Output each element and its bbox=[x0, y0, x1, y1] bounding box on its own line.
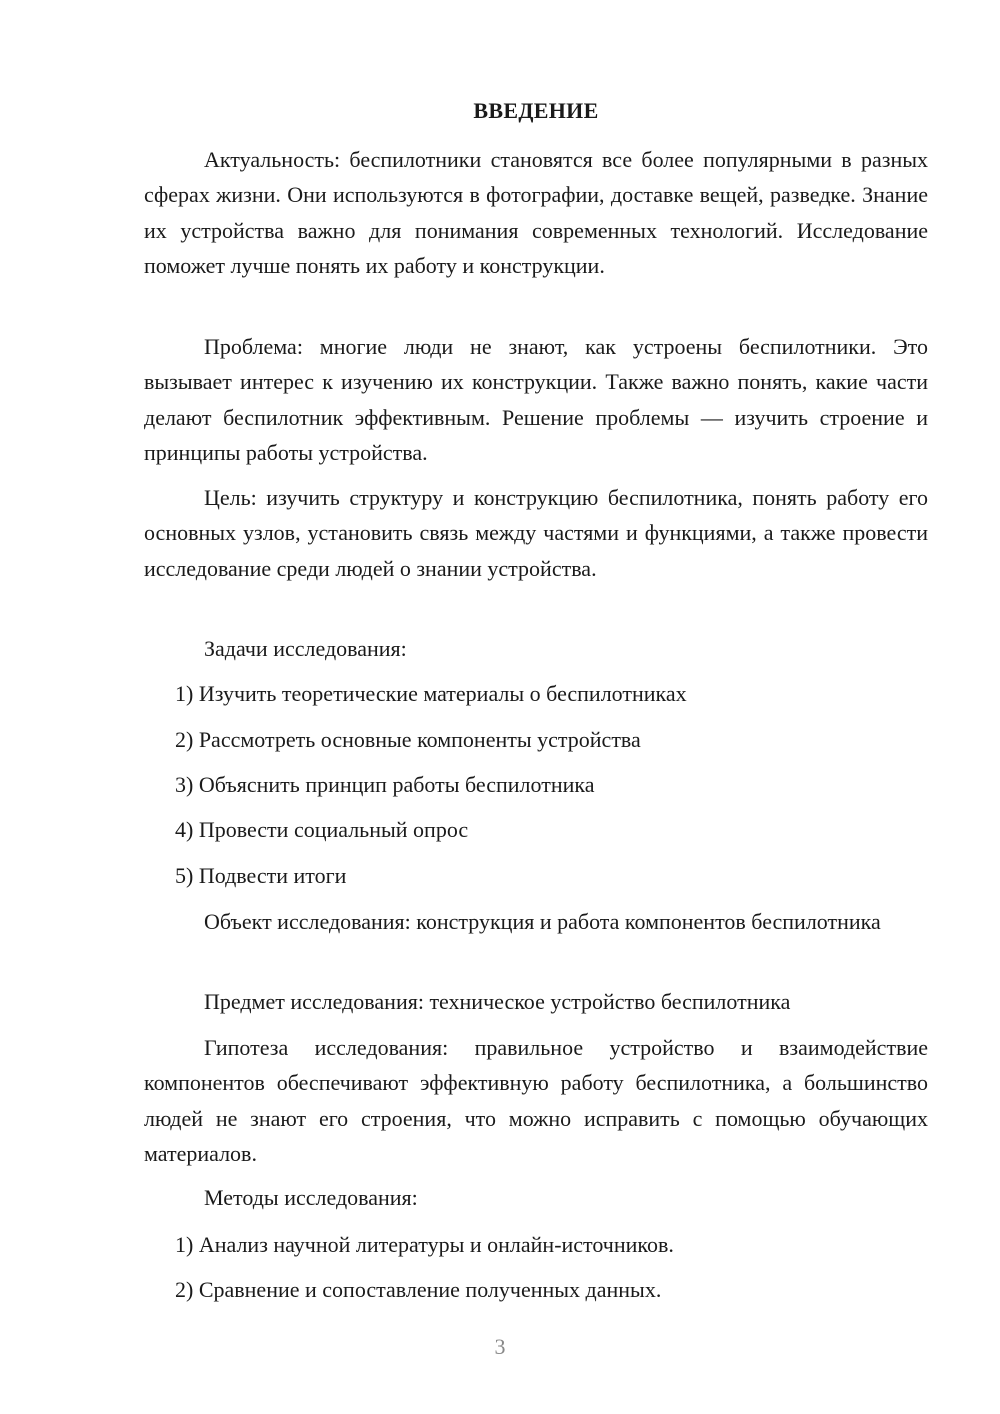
section-title: ВВЕДЕНИЕ bbox=[473, 98, 599, 123]
relevance-paragraph: Актуальность: беспилотники становятся все более популярными в разных сферах жизни. Они используются в фотографии, доставке вещей, разведке. Знание их устройства важно для понимания современных технологий. Исследование поможет лучше понять их работу и конструкции. bbox=[144, 147, 928, 278]
task-item: 5) Подвести итоги bbox=[175, 863, 347, 888]
task-item: 4) Провести социальный опрос bbox=[175, 817, 469, 842]
problem-paragraph: Проблема: многие люди не знают, как устроены беспилотники. Это вызывает интерес к изучению их конструкции. Также важно понять, какие части делают беспилотник эффективным. Решение проблемы — изучить строение и принципы работы устройства. bbox=[144, 334, 928, 465]
page-number: 3 bbox=[494, 1334, 506, 1359]
subject-paragraph: Предмет исследования: техническое устройство беспилотника bbox=[204, 989, 791, 1014]
task-item: 3) Объяснить принцип работы беспилотника bbox=[175, 772, 595, 797]
method-item: 1) Анализ научной литературы и онлайн-источников. bbox=[175, 1232, 674, 1257]
tasks-heading: Задачи исследования: bbox=[204, 636, 407, 661]
task-item: 2) Рассмотреть основные компоненты устройства bbox=[175, 727, 641, 752]
task-item: 1) Изучить теоретические материалы о беспилотниках bbox=[175, 681, 687, 706]
hypothesis-paragraph: Гипотеза исследования: правильное устройство и взаимодействие компонентов обеспечивают эффективную работу беспилотника, а большинство людей не знают его строения, что можно исправить с помощью обучающих материалов. bbox=[144, 1035, 928, 1166]
methods-heading: Методы исследования: bbox=[204, 1185, 418, 1210]
goal-paragraph: Цель: изучить структуру и конструкцию беспилотника, понять работу его основных узлов, установить связь между частями и функциями, а также провести исследование среди людей о знании устройства. bbox=[144, 485, 928, 581]
method-item: 2) Сравнение и сопоставление полученных данных. bbox=[175, 1277, 662, 1302]
object-paragraph: Объект исследования: конструкция и работа компонентов беспилотника bbox=[204, 909, 881, 934]
